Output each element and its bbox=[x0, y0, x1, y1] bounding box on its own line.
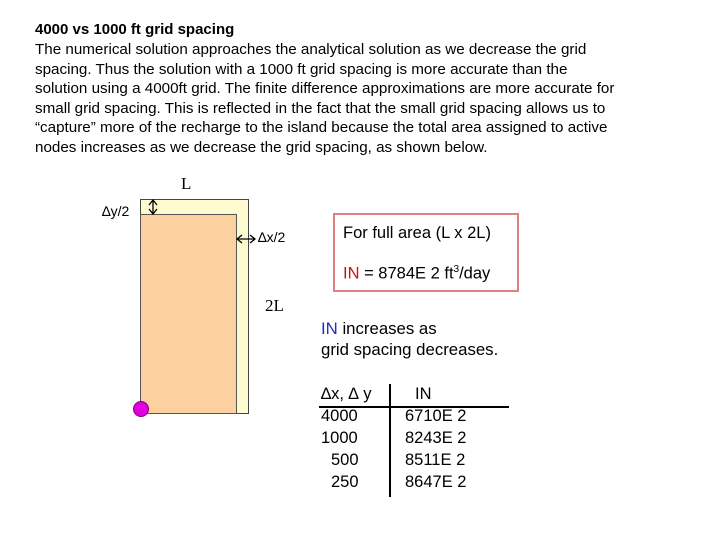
in-value-exponent: 3 bbox=[453, 264, 460, 275]
paragraph-line: nodes increases as we decrease the grid spacing, as shown below. bbox=[35, 138, 488, 156]
table-cell-spacing: 250 bbox=[331, 473, 359, 491]
note-line-1 bbox=[321, 318, 498, 339]
in-value-text: = 8784E 2 ft bbox=[359, 264, 454, 283]
table-cell-spacing: 500 bbox=[331, 451, 359, 469]
paragraph-line: small grid spacing. This is reflected in the fact that the small grid spacing allows us to bbox=[35, 99, 606, 117]
table-cell-in: 8511E 2 bbox=[405, 451, 466, 469]
in-symbol: IN bbox=[321, 319, 338, 338]
paragraph-line: spacing. Thus the solution with a 1000 ft grid spacing is more accurate than the bbox=[35, 60, 568, 78]
full-area-in-value bbox=[343, 264, 490, 284]
table-cell-spacing: 1000 bbox=[321, 429, 358, 447]
in-value-unit: /day bbox=[459, 264, 491, 283]
paragraph-line: solution using a 4000ft grid. The finite difference approximations are more accurate for bbox=[35, 80, 615, 97]
corner-node-marker bbox=[133, 401, 149, 417]
table-cell-in: 8647E 2 bbox=[405, 473, 467, 491]
paragraph-line: The numerical solution approaches the analytical solution as we decrease the grid bbox=[35, 41, 587, 58]
half-dy-label: ∆y/2 bbox=[102, 203, 130, 219]
full-area-label: For full area (L x 2L) bbox=[343, 224, 491, 242]
length-label-2L: 2L bbox=[265, 296, 284, 315]
table-cell-spacing: 4000 bbox=[321, 407, 358, 425]
table-cell-in: 8243E 2 bbox=[405, 429, 467, 447]
increase-note bbox=[321, 318, 498, 360]
table-cell-in: 6710E 2 bbox=[405, 407, 467, 425]
table-header-spacing: ∆x, ∆ y bbox=[321, 385, 372, 403]
note-line-2: grid spacing decreases. bbox=[321, 340, 499, 359]
paragraph-line: “capture” more of the recharge to the island because the total area assigned to active bbox=[35, 119, 608, 136]
table-header-in: IN bbox=[415, 385, 432, 403]
in-symbol: IN bbox=[343, 264, 360, 283]
full-area-infobox bbox=[333, 213, 519, 292]
length-label-L: L bbox=[181, 174, 192, 193]
note-text: increases as bbox=[337, 319, 437, 338]
slide-title: 4000 vs 1000 ft grid spacing bbox=[35, 21, 235, 38]
table-vertical-rule bbox=[389, 384, 391, 497]
half-dx-label: ∆x/2 bbox=[258, 229, 286, 245]
